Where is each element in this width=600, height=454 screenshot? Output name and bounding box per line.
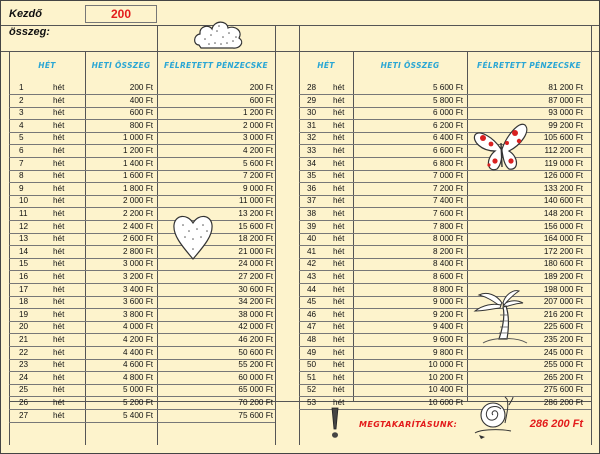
week-row: [299, 95, 591, 108]
weekly-amount: 10 600 Ft: [428, 398, 463, 407]
week-row: [9, 95, 275, 108]
right-header-weekly-amount: HETI ÖSSZEG: [380, 61, 440, 70]
weekly-amount: 4 200 Ft: [122, 335, 153, 344]
week-number: 47: [307, 322, 317, 332]
weekly-amount: 3 800 Ft: [122, 309, 153, 319]
weekly-amount: 9 600 Ft: [432, 335, 463, 344]
week-number: 9: [19, 183, 24, 193]
week-row: [9, 321, 275, 334]
week-number: 44: [307, 284, 317, 294]
week-label: hét: [333, 183, 345, 193]
week-number: 23: [19, 360, 29, 370]
week-label: hét: [333, 83, 345, 92]
weekly-amount: 6 200 Ft: [432, 120, 463, 130]
week-label: hét: [53, 221, 65, 231]
weekly-amount: 1 000 Ft: [122, 133, 153, 143]
week-number: 12: [19, 221, 29, 231]
weekly-amount: 9 200 Ft: [432, 309, 463, 319]
weekly-amount: 8 800 Ft: [432, 284, 463, 294]
week-label: hét: [333, 171, 345, 181]
weekly-amount: 1 200 Ft: [122, 146, 153, 155]
right-table-right-border: [591, 25, 592, 445]
week-number: 17: [19, 284, 29, 294]
week-number: 4: [19, 120, 24, 130]
week-label: hét: [53, 335, 65, 344]
week-row: [299, 183, 591, 196]
week-label: hét: [333, 385, 345, 395]
weekly-amount: 7 400 Ft: [432, 196, 463, 206]
snail-icon: [471, 393, 515, 439]
saved-total: 1 200 Ft: [242, 108, 273, 118]
table-top-border: [1, 51, 599, 52]
total-savings-value: 286 200 Ft: [529, 418, 583, 430]
week-label: hét: [333, 297, 345, 307]
week-row: [9, 334, 275, 347]
week-row: [299, 296, 591, 309]
week-number: 7: [19, 158, 24, 168]
week-label: hét: [53, 322, 65, 332]
week-row: [299, 170, 591, 183]
week-label: hét: [333, 209, 345, 218]
saved-total: 13 200 Ft: [238, 209, 273, 218]
week-label: hét: [53, 171, 65, 181]
weekly-amount: 8 400 Ft: [432, 259, 463, 269]
week-number: 52: [307, 385, 317, 395]
saved-total: 200 Ft: [249, 83, 273, 92]
saved-total: 156 000 Ft: [543, 221, 583, 231]
week-row: [9, 120, 275, 133]
left-header-week: HÉT: [38, 61, 56, 70]
week-number: 49: [307, 347, 317, 357]
saved-total: 286 200 Ft: [543, 398, 583, 407]
week-row: [299, 347, 591, 360]
saved-total: 600 Ft: [249, 95, 273, 105]
week-row: [299, 221, 591, 234]
week-row: [9, 246, 275, 259]
exclamation-icon: [327, 405, 343, 441]
week-label: hét: [53, 284, 65, 294]
week-label: hét: [333, 322, 345, 332]
weekly-amount: 2 200 Ft: [122, 209, 153, 218]
week-number: 48: [307, 335, 317, 344]
saved-total: 133 200 Ft: [543, 183, 583, 193]
weekly-amount: 8 200 Ft: [432, 246, 463, 256]
weekly-amount: 7 600 Ft: [432, 209, 463, 218]
weekly-amount: 600 Ft: [129, 108, 153, 118]
week-label: hét: [53, 133, 65, 143]
week-number: 25: [19, 385, 29, 395]
week-number: 42: [307, 259, 317, 269]
week-number: 14: [19, 246, 29, 256]
weekly-amount: 9 400 Ft: [432, 322, 463, 332]
saved-total: 105 600 Ft: [543, 133, 583, 143]
week-row: [9, 410, 275, 423]
week-row: [299, 258, 591, 271]
right-header-saved: FÉLRETETT PÉNZECSKE: [477, 61, 581, 70]
weekly-amount: 3 000 Ft: [122, 259, 153, 269]
saved-total: 189 200 Ft: [543, 272, 583, 281]
week-row: [299, 233, 591, 246]
week-label: hét: [333, 133, 345, 143]
week-label: hét: [333, 259, 345, 269]
week-number: 13: [19, 234, 29, 244]
week-label: hét: [333, 146, 345, 155]
cloud-icon: [191, 15, 245, 53]
weekly-amount: 4 600 Ft: [122, 360, 153, 370]
week-row: [9, 296, 275, 309]
week-label: hét: [53, 95, 65, 105]
saved-total: 9 000 Ft: [242, 183, 273, 193]
week-row: [299, 284, 591, 297]
week-number: 34: [307, 158, 317, 168]
week-number: 28: [307, 83, 317, 92]
week-row: [9, 372, 275, 385]
saved-total: 119 000 Ft: [544, 158, 583, 168]
week-label: hét: [333, 309, 345, 319]
week-label: hét: [333, 272, 345, 281]
saved-total: 245 000 Ft: [543, 347, 583, 357]
saved-total: 225 600 Ft: [543, 322, 583, 332]
week-row: [299, 195, 591, 208]
weekly-amount: 2 600 Ft: [122, 234, 153, 244]
weekly-amount: 10 400 Ft: [428, 385, 463, 395]
week-row: [299, 145, 591, 158]
saved-total: 112 200 Ft: [544, 146, 583, 155]
week-row: [9, 397, 275, 410]
weekly-amount: 1 600 Ft: [122, 171, 153, 181]
week-label: hét: [333, 372, 345, 382]
week-number: 2: [19, 95, 24, 105]
week-label: hét: [333, 95, 345, 105]
saved-total: 46 200 Ft: [238, 335, 273, 344]
saved-total: 60 000 Ft: [238, 372, 273, 382]
week-number: 32: [307, 133, 317, 143]
week-row: [9, 82, 275, 95]
week-number: 6: [19, 146, 24, 155]
weekly-amount: 2 000 Ft: [122, 196, 153, 206]
header-divider: [1, 25, 599, 26]
week-number: 10: [19, 196, 29, 206]
saved-total: 275 600 Ft: [543, 385, 583, 395]
week-label: hét: [333, 246, 345, 256]
weekly-amount: 8 000 Ft: [432, 234, 463, 244]
saved-total: 198 000 Ft: [543, 284, 583, 294]
weekly-amount: 6 000 Ft: [432, 108, 463, 118]
week-row: [299, 359, 591, 372]
saved-total: 38 000 Ft: [238, 309, 273, 319]
week-label: hét: [53, 83, 65, 92]
weekly-amount: 5 200 Ft: [122, 398, 153, 407]
week-number: 31: [307, 120, 317, 130]
week-label: hét: [53, 146, 65, 155]
week-row: [299, 384, 591, 397]
week-label: hét: [333, 335, 345, 344]
weekly-amount: 400 Ft: [129, 95, 153, 105]
saved-total: 24 000 Ft: [238, 259, 273, 269]
weekly-amount: 3 200 Ft: [122, 272, 153, 281]
weekly-amount: 2 400 Ft: [122, 221, 153, 231]
saved-total: 75 600 Ft: [238, 410, 273, 420]
week-row: [9, 221, 275, 234]
week-row: [299, 334, 591, 347]
saved-total: 65 000 Ft: [238, 385, 273, 395]
week-label: hét: [53, 372, 65, 382]
saved-total: 55 200 Ft: [238, 360, 273, 370]
week-label: hét: [53, 234, 65, 244]
saved-total: 50 600 Ft: [238, 347, 273, 357]
week-label: hét: [333, 196, 345, 206]
saved-total: 126 000 Ft: [543, 171, 583, 181]
heart-icon: [169, 209, 217, 263]
week-row: [9, 271, 275, 284]
week-label: hét: [53, 385, 65, 395]
week-row: [9, 170, 275, 183]
week-label: hét: [53, 360, 65, 370]
week-label: hét: [333, 398, 345, 407]
week-number: 50: [307, 360, 317, 370]
week-label: hét: [53, 259, 65, 269]
start-amount-value[interactable]: 200: [85, 5, 157, 23]
week-row: [9, 158, 275, 171]
saved-total: 30 600 Ft: [238, 284, 273, 294]
week-row: [9, 347, 275, 360]
week-number: 5: [19, 133, 24, 143]
weekly-amount: 10 000 Ft: [428, 360, 463, 370]
week-row: [9, 132, 275, 145]
weekly-amount: 6 600 Ft: [432, 146, 463, 155]
week-number: 19: [19, 309, 29, 319]
week-number: 37: [307, 196, 317, 206]
saved-total: 7 200 Ft: [242, 171, 273, 181]
week-number: 41: [307, 246, 317, 256]
week-number: 46: [307, 309, 317, 319]
week-label: hét: [53, 297, 65, 307]
saved-total: 42 000 Ft: [238, 322, 273, 332]
saved-total: 164 000 Ft: [543, 234, 583, 244]
week-number: 20: [19, 322, 29, 332]
week-number: 43: [307, 272, 317, 281]
week-row: [9, 195, 275, 208]
week-label: hét: [333, 360, 345, 370]
week-number: 18: [19, 297, 29, 307]
weekly-amount: 3 600 Ft: [122, 297, 153, 307]
left-table-right-border: [275, 25, 276, 445]
week-row: [9, 359, 275, 372]
saved-total: 21 000 Ft: [238, 246, 273, 256]
week-row: [299, 246, 591, 259]
butterfly-icon: [471, 119, 531, 177]
week-label: hét: [53, 309, 65, 319]
weekly-amount: 5 600 Ft: [432, 83, 463, 92]
total-savings-label: MEGTAKARÍTÁSUNK:: [359, 420, 458, 429]
weekly-amount: 1 400 Ft: [122, 158, 153, 168]
weekly-amount: 7 200 Ft: [432, 183, 463, 193]
week-row: [299, 321, 591, 334]
week-number: 45: [307, 297, 317, 307]
week-label: hét: [53, 120, 65, 130]
palm-tree-icon: [469, 281, 533, 353]
saved-total: 172 200 Ft: [543, 246, 583, 256]
week-row: [299, 107, 591, 120]
week-row: [9, 384, 275, 397]
week-number: 1: [19, 83, 24, 92]
week-label: hét: [53, 410, 65, 420]
week-number: 51: [307, 372, 317, 382]
week-label: hét: [53, 398, 65, 407]
week-number: 16: [19, 272, 29, 281]
weekly-amount: 200 Ft: [129, 83, 153, 92]
saved-total: 4 200 Ft: [242, 146, 273, 155]
saved-total: 3 000 Ft: [242, 133, 273, 143]
week-label: hét: [333, 221, 345, 231]
week-label: hét: [333, 158, 345, 168]
saved-total: 27 200 Ft: [238, 272, 273, 281]
left-header-weekly-amount: HETI ÖSSZEG: [91, 61, 151, 70]
weekly-amount: 8 600 Ft: [432, 272, 463, 281]
week-label: hét: [333, 284, 345, 294]
weekly-amount: 2 800 Ft: [122, 246, 153, 256]
week-row: [9, 183, 275, 196]
week-label: hét: [53, 183, 65, 193]
saved-total: 207 000 Ft: [543, 297, 583, 307]
weekly-amount: 6 800 Ft: [432, 158, 463, 168]
weekly-amount: 10 200 Ft: [428, 372, 463, 382]
week-label: hét: [333, 347, 345, 357]
week-number: 15: [19, 259, 29, 269]
week-label: hét: [333, 120, 345, 130]
week-row: [9, 233, 275, 246]
week-number: 11: [19, 209, 28, 218]
weekly-amount: 9 800 Ft: [432, 347, 463, 357]
week-label: hét: [53, 272, 65, 281]
week-row: [9, 309, 275, 322]
saved-total: 180 600 Ft: [543, 259, 583, 269]
saved-total: 255 000 Ft: [543, 360, 583, 370]
saved-total: 148 200 Ft: [543, 209, 583, 218]
week-row: [299, 158, 591, 171]
weekly-amount: 6 400 Ft: [432, 133, 463, 143]
week-number: 22: [19, 347, 29, 357]
week-row: [299, 82, 591, 95]
week-row: [9, 107, 275, 120]
weekly-amount: 7 800 Ft: [432, 221, 463, 231]
week-label: hét: [53, 196, 65, 206]
week-number: 26: [19, 398, 29, 407]
week-number: 53: [307, 398, 317, 407]
saved-total: 87 000 Ft: [548, 95, 583, 105]
week-label: hét: [53, 347, 65, 357]
saved-total: 265 200 Ft: [543, 372, 583, 382]
week-number: 40: [307, 234, 317, 244]
week-row: [299, 208, 591, 221]
left-header-saved: FÉLRETETT PÉNZECSKE: [164, 61, 268, 70]
saved-total: 5 600 Ft: [242, 158, 273, 168]
saved-total: 70 200 Ft: [238, 398, 273, 407]
weekly-amount: 5 400 Ft: [122, 410, 153, 420]
week-number: 21: [19, 335, 29, 344]
week-label: hét: [53, 209, 65, 218]
week-label: hét: [53, 108, 65, 118]
saved-total: 15 600 Ft: [238, 221, 273, 231]
saved-total: 2 000 Ft: [242, 120, 273, 130]
week-number: 8: [19, 171, 24, 181]
saved-total: 216 200 Ft: [543, 309, 583, 319]
weekly-amount: 5 000 Ft: [122, 385, 153, 395]
week-number: 39: [307, 221, 317, 231]
week-number: 35: [307, 171, 317, 181]
saved-total: 140 600 Ft: [543, 196, 583, 206]
weekly-amount: 800 Ft: [129, 120, 153, 130]
week-number: 3: [19, 108, 24, 118]
week-number: 29: [307, 95, 317, 105]
week-row: [299, 132, 591, 145]
saved-total: 34 200 Ft: [238, 297, 273, 307]
week-row: [299, 120, 591, 133]
week-number: 30: [307, 108, 317, 118]
weekly-amount: 7 000 Ft: [432, 171, 463, 181]
week-row: [9, 208, 275, 221]
week-row: [9, 145, 275, 158]
saved-total: 81 200 Ft: [548, 83, 583, 92]
week-row: [299, 372, 591, 385]
week-number: 33: [307, 146, 317, 155]
saved-total: 99 200 Ft: [548, 120, 583, 130]
week-label: hét: [333, 108, 345, 118]
week-row: [9, 258, 275, 271]
week-number: 36: [307, 183, 317, 193]
week-label: hét: [333, 234, 345, 244]
right-header-week: HÉT: [317, 61, 335, 70]
weekly-amount: 4 400 Ft: [122, 347, 153, 357]
saved-total: 93 000 Ft: [548, 108, 583, 118]
week-row: [9, 284, 275, 297]
weekly-amount: 4 800 Ft: [122, 372, 153, 382]
week-row: [299, 271, 591, 284]
weekly-amount: 9 000 Ft: [432, 297, 463, 307]
week-number: 27: [19, 410, 29, 420]
week-label: hét: [53, 158, 65, 168]
week-label: hét: [53, 246, 65, 256]
weekly-amount: 5 800 Ft: [432, 95, 463, 105]
week-row: [299, 309, 591, 322]
saved-total: 11 000 Ft: [239, 196, 273, 206]
week-number: 38: [307, 209, 317, 218]
saved-total: 235 200 Ft: [543, 335, 583, 344]
week-number: 24: [19, 372, 29, 382]
weekly-amount: 4 000 Ft: [122, 322, 153, 332]
start-amount-label: Kezdő összeg:: [9, 8, 50, 38]
saved-total: 18 200 Ft: [238, 234, 273, 244]
weekly-amount: 1 800 Ft: [122, 183, 153, 193]
weekly-amount: 3 400 Ft: [122, 284, 153, 294]
